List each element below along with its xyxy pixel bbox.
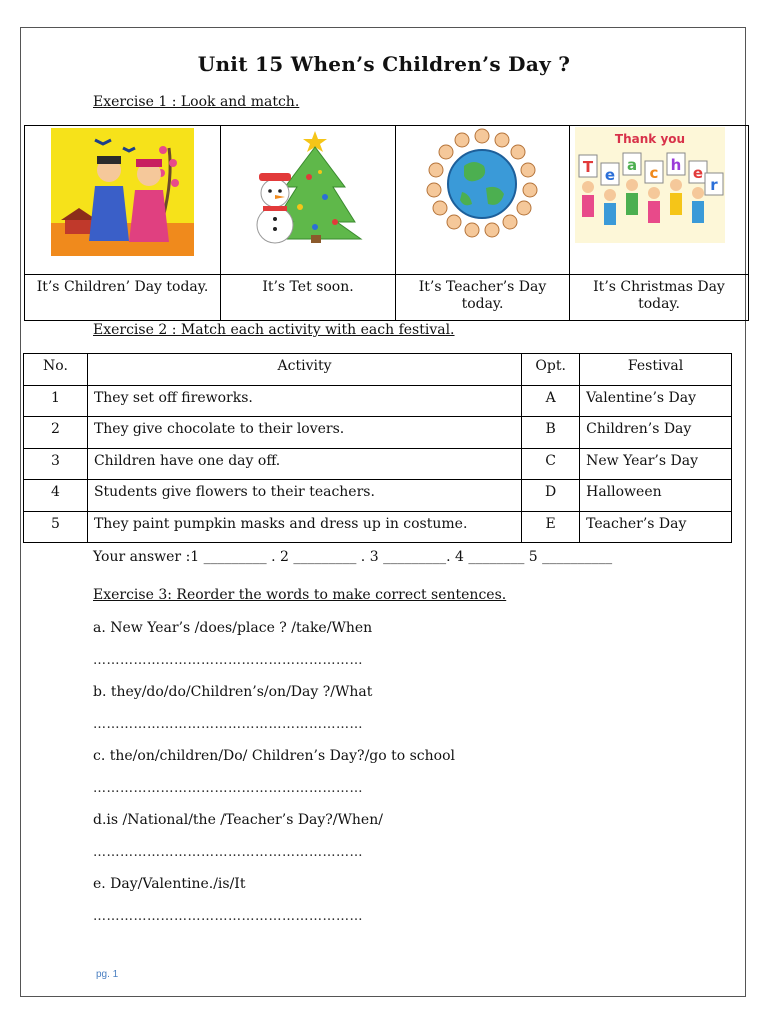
thank-you-teacher-picture	[575, 127, 725, 243]
row-opt: D	[522, 480, 580, 512]
sign-letter-7: r	[710, 176, 718, 194]
sign-letter-1: T	[582, 158, 594, 176]
row-activity: Students give flowers to their teachers.	[87, 480, 521, 512]
row-festival: Teacher’s Day	[580, 511, 732, 543]
answer-blank-c: ……………………………………………………	[93, 781, 363, 796]
row-festival: Valentine’s Day	[580, 385, 732, 417]
answer-blank-e: ……………………………………………………	[93, 909, 363, 924]
row-no: 3	[24, 448, 88, 480]
sign-letter-4: c	[649, 164, 659, 182]
sign-letter-5: h	[670, 156, 682, 174]
header-opt: Opt.	[522, 354, 580, 386]
page-number: pg. 1	[96, 969, 119, 980]
row-opt: E	[522, 511, 580, 543]
sign-letter-3: a	[626, 156, 638, 174]
table-row	[24, 417, 732, 449]
sign-letter-2: e	[604, 166, 616, 184]
exercise-3-heading: Exercise 3: Reorder the words to make correct sentences.	[93, 587, 507, 603]
reorder-item-b: b. they/do/do/Children’s/on/Day ?/What	[93, 684, 373, 700]
answer-blank-b: ……………………………………………………	[93, 717, 363, 732]
table-row	[24, 385, 732, 417]
vietnamese-children-picture	[51, 128, 194, 256]
reorder-item-e: e. Day/Valentine./is/It	[93, 876, 246, 892]
row-opt: B	[522, 417, 580, 449]
exercise-2-heading: Exercise 2 : Match each activity with each festival.	[93, 322, 455, 338]
row-activity: They paint pumpkin masks and dress up in costume.	[87, 511, 521, 543]
children-around-globe-picture	[426, 126, 538, 238]
picture-cell-2	[221, 126, 396, 275]
page-title: Unit 15 When’s Children’s Day ?	[197, 52, 571, 76]
row-no: 1	[24, 385, 88, 417]
row-no: 2	[24, 417, 88, 449]
caption-2: It’s Tet soon.	[221, 275, 396, 320]
caption-3: It’s Teacher’s Day today.	[396, 275, 570, 320]
answer-blank-d: ……………………………………………………	[93, 845, 363, 860]
thank-you-sign-text: Thank you	[614, 132, 686, 146]
row-opt: A	[522, 385, 580, 417]
header-festival: Festival	[580, 354, 732, 386]
caption-4: It’s Christmas Day today.	[593, 279, 725, 312]
picture-cell-1	[25, 126, 221, 275]
christmas-tree-snowman-picture	[245, 127, 371, 245]
table-row	[24, 511, 732, 543]
row-activity: Children have one day off.	[87, 448, 521, 480]
exercise-2-table	[23, 353, 732, 543]
header-activity: Activity	[87, 354, 521, 386]
row-no: 5	[24, 511, 88, 543]
row-festival: Halloween	[580, 480, 732, 512]
picture-cell-3	[396, 126, 570, 275]
table-header-row	[24, 354, 732, 386]
header-no: No.	[24, 354, 88, 386]
answer-line: Your answer :1 _________ . 2 _________ . 3 _________. 4 ________ 5 __________	[93, 549, 613, 565]
reorder-item-d: d.is /National/the /Teacher’s Day?/When/	[93, 812, 383, 828]
row-festival: Children’s Day	[580, 417, 732, 449]
row-opt: C	[522, 448, 580, 480]
row-activity: They give chocolate to their lovers.	[87, 417, 521, 449]
reorder-item-c: c. the/on/children/Do/ Children’s Day?/go to school	[93, 748, 456, 764]
row-activity: They set off fireworks.	[87, 385, 521, 417]
table-row	[24, 448, 732, 480]
picture-cell-4	[570, 126, 748, 275]
exercise-1-heading: Exercise 1 : Look and match.	[93, 94, 300, 110]
table-row	[24, 480, 732, 512]
sign-letter-6: e	[692, 164, 704, 182]
exercise-1-grid	[24, 125, 749, 321]
row-festival: New Year’s Day	[580, 448, 732, 480]
reorder-item-a: a. New Year’s /does/place ? /take/When	[93, 620, 373, 636]
row-no: 4	[24, 480, 88, 512]
caption-1: It’s Children’ Day today.	[25, 275, 221, 320]
answer-blank-a: ……………………………………………………	[93, 653, 363, 668]
